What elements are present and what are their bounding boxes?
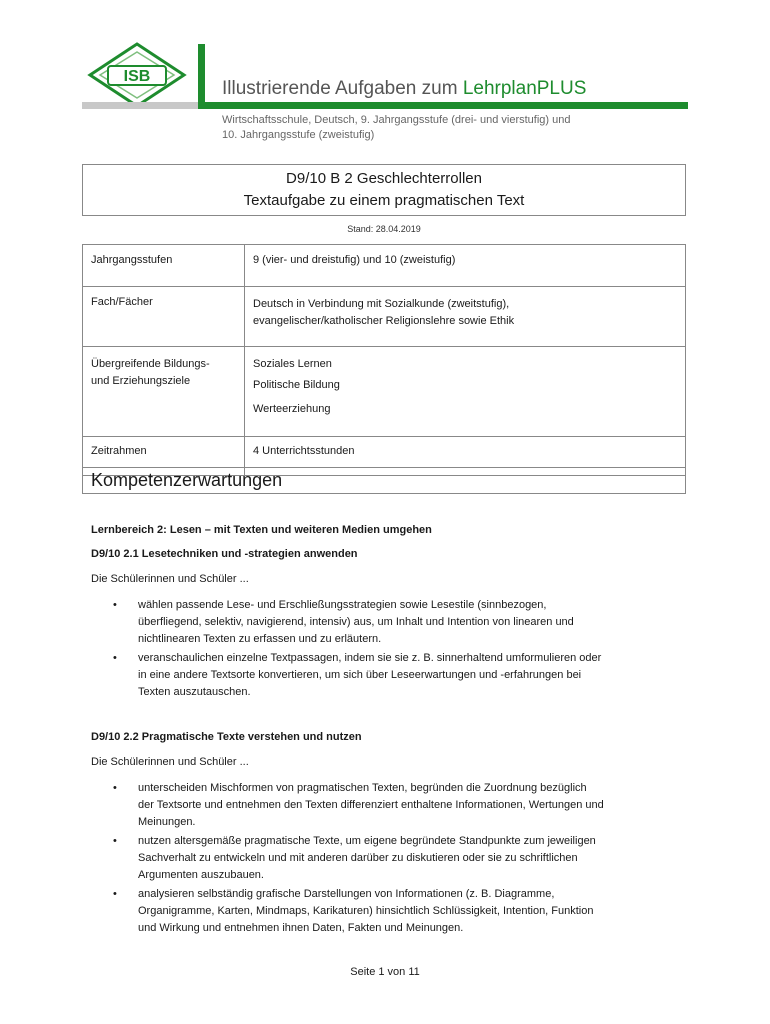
- value-line: evangelischer/katholischer Religionslehre sowie Ethik: [253, 315, 515, 327]
- lernbereich-heading: Lernbereich 2: Lesen – mit Texten und weiteren Medien umgehen: [91, 524, 432, 536]
- isb-logo: [82, 42, 192, 108]
- bullet-icon: •: [113, 782, 117, 794]
- item-line: Texten auszutauschen.: [138, 686, 251, 698]
- row-value: 9 (vier- und dreistufig) und 10 (zweistufig): [245, 245, 686, 287]
- intro-text: Die Schülerinnen und Schüler ...: [91, 573, 249, 585]
- item-line: nutzen altersgemäße pragmatische Texte, um eigene begründete Standpunkte zum jeweiligen: [138, 835, 596, 847]
- info-table: [82, 244, 686, 476]
- competence-list-1: [91, 597, 691, 703]
- item-line: und Wirkung und entnehmen ihnen Daten, Fakten und Meinungen.: [138, 922, 464, 934]
- title-prefix: Illustrierende Aufgaben zum: [222, 78, 463, 99]
- subtitle-line: Wirtschaftsschule, Deutsch, 9. Jahrgangsstufe (drei- und vierstufig) und: [222, 114, 571, 126]
- item-line: überfliegend, selektiv, navigierend, intensiv) aus, um Inhalt und Intention von linearen und: [138, 616, 574, 628]
- list-item: [91, 597, 691, 648]
- page-number: Seite 1 von 11: [350, 966, 420, 978]
- item-line: der Textsorte und entnehmen den Texten differenziert enthaltene Informationen, Wertungen und: [138, 799, 604, 811]
- table-row: [83, 287, 686, 347]
- document-subtitle: [222, 113, 642, 143]
- bullet-icon: •: [113, 652, 117, 664]
- logo-text: ISB: [123, 68, 151, 85]
- task-title-box: [82, 164, 686, 216]
- table-row: [83, 347, 686, 437]
- bullet-icon: •: [113, 835, 117, 847]
- row-label: Jahrgangsstufen: [83, 245, 245, 287]
- row-value: [245, 287, 686, 347]
- list-item: [91, 833, 691, 884]
- row-label: Zeitrahmen: [83, 437, 245, 476]
- list-item: [91, 650, 691, 701]
- item-line: in eine andere Textsorte konvertieren, um sich über Leseerwartungen und -erfahrungen bei: [138, 669, 582, 681]
- competence-list-2: [91, 780, 691, 939]
- bullet-icon: •: [113, 888, 117, 900]
- task-title: D9/10 B 2 Geschlechterrollen: [286, 170, 482, 187]
- row-label: [83, 347, 245, 437]
- row-label: Fach/Fächer: [83, 287, 245, 347]
- item-line: Meinungen.: [138, 816, 196, 828]
- subsection-heading: D9/10 2.2 Pragmatische Texte verstehen und nutzen: [91, 731, 362, 743]
- subsection-heading: D9/10 2.1 Lesetechniken und -strategien anwenden: [91, 548, 358, 560]
- table-row: [83, 245, 686, 287]
- subtitle-line: 10. Jahrgangsstufe (zweistufig): [222, 129, 375, 141]
- header-green-vertical-bar: [198, 44, 205, 108]
- intro-text: Die Schülerinnen und Schüler ...: [91, 756, 249, 768]
- bullet-icon: •: [113, 599, 117, 611]
- row-value: [245, 347, 686, 437]
- item-line: Argumenten auszubauen.: [138, 869, 264, 881]
- value-line: Soziales Lernen: [253, 358, 332, 370]
- section-heading: Kompetenzerwartungen: [82, 467, 686, 494]
- item-line: analysieren selbständig grafische Darstellungen von Informationen (z. B. Diagramme,: [138, 888, 555, 900]
- item-line: unterscheiden Mischformen von pragmatischen Texten, begründen die Zuordnung bezüglich: [138, 782, 587, 794]
- title-brand: LehrplanPLUS: [462, 78, 587, 99]
- item-line: wählen passende Lese- und Erschließungsstrategien sowie Lesestile (sinnbezogen,: [138, 599, 547, 611]
- value-line: Werteerziehung: [253, 403, 331, 415]
- label-line: und Erziehungsziele: [91, 375, 191, 387]
- item-line: Sachverhalt zu entwickeln und mit anderen darüber zu diskutieren oder sie zu schriftlichen: [138, 852, 578, 864]
- document-title: [222, 78, 586, 100]
- row-value: 4 Unterrichtsstunden: [245, 437, 686, 476]
- label-line: Übergreifende Bildungs-: [91, 358, 210, 370]
- list-item: [91, 886, 691, 937]
- header-green-bar: [198, 102, 688, 109]
- value-line: Politische Bildung: [253, 379, 340, 391]
- list-item: [91, 780, 691, 831]
- header-gray-bar: [82, 102, 200, 109]
- item-line: Organigramme, Karten, Mindmaps, Karikaturen) hinsichtlich Schlüssigkeit, Intention, Funktion: [138, 905, 594, 917]
- task-subtitle: Textaufgabe zu einem pragmatischen Text: [243, 192, 525, 209]
- value-line: Deutsch in Verbindung mit Sozialkunde (zweitstufig),: [253, 298, 510, 310]
- item-line: nichtlinearen Texten zu erfassen und zu erläutern.: [138, 633, 382, 645]
- stand-date: Stand: 28.04.2019: [347, 224, 421, 234]
- item-line: veranschaulichen einzelne Textpassagen, indem sie sie z. B. sinnerhaltend umformulieren oder: [138, 652, 602, 664]
